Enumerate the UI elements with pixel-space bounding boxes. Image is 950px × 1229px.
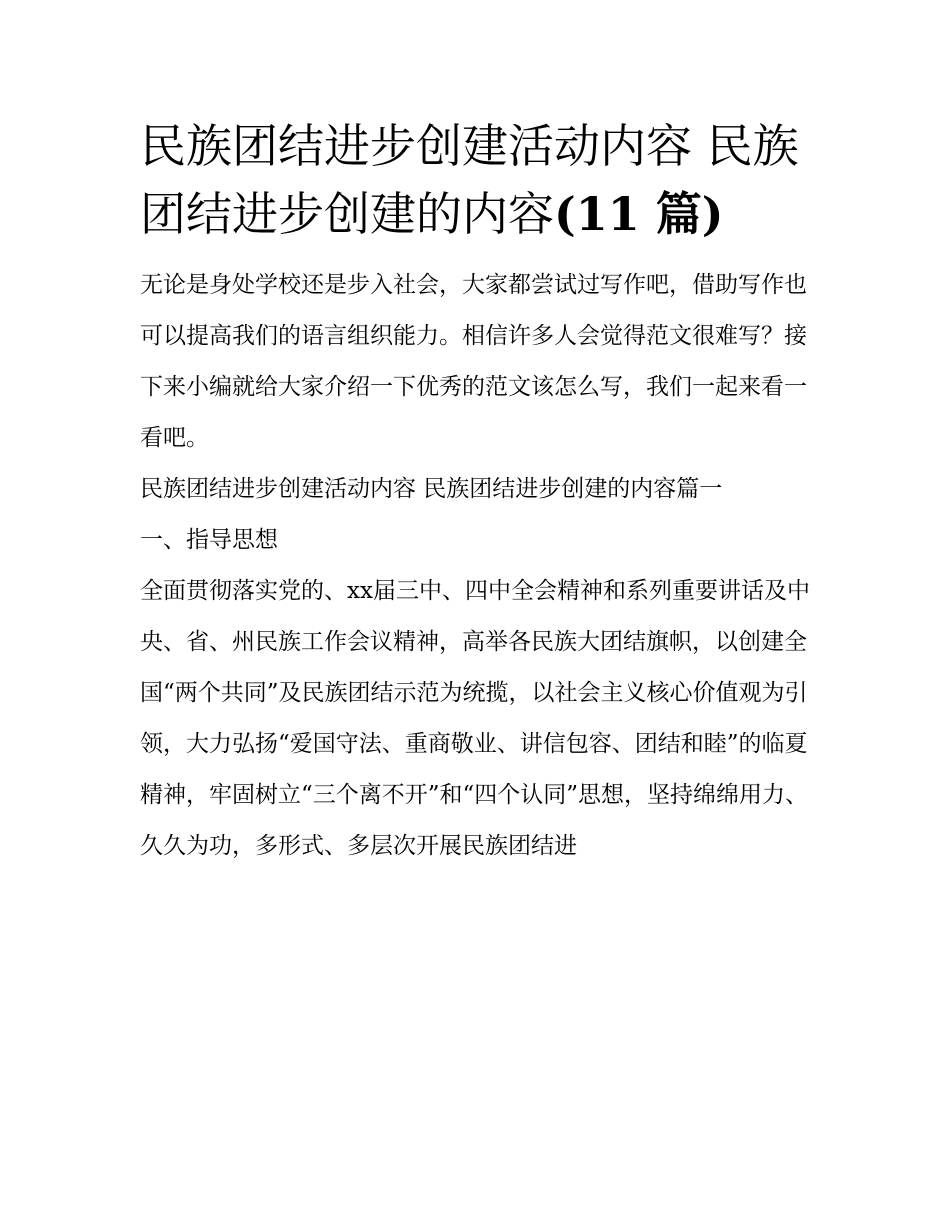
document-title-main: 民族团结进步创建活动内容 民族团结进步创建的内容 [140,119,799,241]
intro-paragraph: 无论是身处学校还是步入社会，大家都尝试过写作吧，借助写作也可以提高我们的语言组织能力。相信许多人会觉得范文很难写？接下来小编就给大家介绍一下优秀的范文该怎么写，我们一起来看一看吧。 [140,272,807,451]
document-title [140,112,812,248]
subheading: 一、指导思想 [140,527,278,553]
document-content [140,112,812,872]
document-title-count: (11 篇) [554,187,724,241]
body-paragraph: 全面贯彻落实党的、xx届三中、四中全会精神和系列重要讲话及中央、省、州民族工作会议精神，高举各民族大团结旗帜，以创建全国“两个共同”及民族团结示范为统揽，以社会主义核心价值观为引领，大力弘扬“爱国守法、重商敬业、讲信包容、团结和睦”的临夏精神，牢固树立“三个离不开”和“四个认同”思想，坚持绵绵用力、久久为功，多形式、多层次开展民族团结进 [140,578,810,859]
section-heading: 民族团结进步创建活动内容 民族团结进步创建的内容篇一 [140,476,723,502]
